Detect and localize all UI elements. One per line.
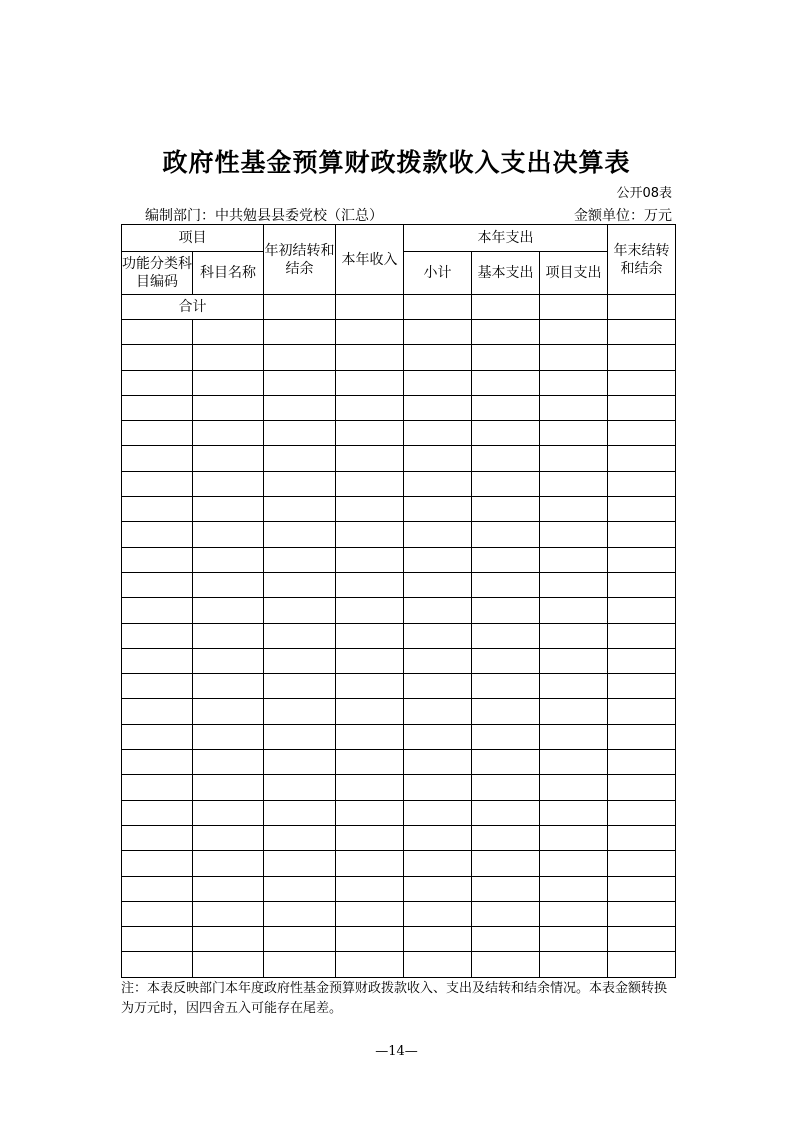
table-cell xyxy=(193,851,264,876)
header-project-expense: 项目支出 xyxy=(540,252,608,295)
table-cell xyxy=(264,421,336,446)
table-row xyxy=(122,497,676,522)
table-cell xyxy=(472,320,540,345)
table-row xyxy=(122,648,676,673)
header-begin-balance: 年初结转和结余 xyxy=(264,225,336,295)
table-cell xyxy=(264,851,336,876)
table-cell xyxy=(336,320,404,345)
table-cell xyxy=(122,598,193,623)
table-cell xyxy=(193,674,264,699)
table-cell xyxy=(122,825,193,850)
table-cell xyxy=(336,522,404,547)
table-row xyxy=(122,572,676,597)
table-cell xyxy=(472,421,540,446)
table-cell xyxy=(472,952,540,977)
table-cell xyxy=(472,648,540,673)
table-cell xyxy=(264,446,336,471)
page-number: —14— xyxy=(375,1044,418,1059)
table-cell xyxy=(264,750,336,775)
table-cell xyxy=(472,547,540,572)
table-cell xyxy=(404,623,472,648)
table-cell xyxy=(472,370,540,395)
table-cell xyxy=(122,497,193,522)
table-cell xyxy=(336,901,404,926)
table-cell xyxy=(472,724,540,749)
table-row xyxy=(122,522,676,547)
table-row xyxy=(122,927,676,952)
table-cell xyxy=(264,952,336,977)
table-cell xyxy=(472,825,540,850)
table-cell xyxy=(193,901,264,926)
table-cell xyxy=(264,800,336,825)
table-cell xyxy=(122,901,193,926)
table-cell xyxy=(472,497,540,522)
table-cell xyxy=(472,295,540,320)
table-cell xyxy=(193,699,264,724)
table-cell xyxy=(264,395,336,420)
table-cell xyxy=(608,320,676,345)
budget-table xyxy=(121,224,676,978)
table-cell xyxy=(122,800,193,825)
table-cell xyxy=(336,572,404,597)
table-cell xyxy=(264,876,336,901)
table-cell xyxy=(608,522,676,547)
table-row xyxy=(122,952,676,977)
table-cell xyxy=(608,825,676,850)
table-cell xyxy=(264,825,336,850)
table-cell xyxy=(404,927,472,952)
header-item: 项目 xyxy=(122,225,264,252)
table-cell xyxy=(122,876,193,901)
table-cell xyxy=(540,825,608,850)
table-cell xyxy=(122,345,193,370)
table-cell xyxy=(193,421,264,446)
table-cell xyxy=(404,320,472,345)
table-cell xyxy=(608,952,676,977)
table-cell xyxy=(472,775,540,800)
header-subtotal: 小计 xyxy=(404,252,472,295)
table-cell xyxy=(540,724,608,749)
table-cell xyxy=(193,623,264,648)
table-cell xyxy=(336,952,404,977)
table-cell xyxy=(122,421,193,446)
table-cell xyxy=(540,800,608,825)
header-basic-expense: 基本支出 xyxy=(472,252,540,295)
table-cell xyxy=(540,446,608,471)
table-cell xyxy=(540,623,608,648)
table-cell xyxy=(404,724,472,749)
table-cell xyxy=(540,320,608,345)
table-cell xyxy=(264,901,336,926)
table-cell xyxy=(193,446,264,471)
table-row xyxy=(122,800,676,825)
table-cell xyxy=(608,699,676,724)
table-cell xyxy=(264,724,336,749)
table-cell xyxy=(336,547,404,572)
table-cell xyxy=(193,825,264,850)
table-cell xyxy=(404,497,472,522)
table-cell xyxy=(404,648,472,673)
header-income: 本年收入 xyxy=(336,225,404,295)
table-cell xyxy=(336,395,404,420)
total-row xyxy=(122,295,676,320)
table-cell xyxy=(336,295,404,320)
table-cell xyxy=(608,750,676,775)
table-cell xyxy=(264,320,336,345)
table-cell xyxy=(540,927,608,952)
table-cell xyxy=(472,395,540,420)
unit-label: 金额单位：万元 xyxy=(574,208,672,224)
table-cell xyxy=(404,674,472,699)
table-cell xyxy=(608,547,676,572)
table-cell xyxy=(193,775,264,800)
table-cell xyxy=(336,724,404,749)
table-cell xyxy=(608,623,676,648)
table-cell xyxy=(264,547,336,572)
table-row xyxy=(122,547,676,572)
table-row xyxy=(122,674,676,699)
table-row xyxy=(122,471,676,496)
table-cell xyxy=(608,598,676,623)
table-cell xyxy=(122,370,193,395)
table-cell xyxy=(404,825,472,850)
table-cell xyxy=(122,623,193,648)
table-cell xyxy=(122,699,193,724)
table-cell xyxy=(193,648,264,673)
table-cell xyxy=(472,851,540,876)
table-cell xyxy=(336,775,404,800)
table-row xyxy=(122,395,676,420)
table-cell xyxy=(193,927,264,952)
table-cell xyxy=(193,370,264,395)
table-cell xyxy=(540,395,608,420)
header-end-balance: 年末结转和结余 xyxy=(608,225,676,295)
table-row xyxy=(122,876,676,901)
table-cell xyxy=(472,800,540,825)
table-cell xyxy=(608,876,676,901)
table-cell xyxy=(264,497,336,522)
table-cell xyxy=(122,724,193,749)
table-cell xyxy=(122,648,193,673)
table-cell xyxy=(264,598,336,623)
table-cell xyxy=(264,927,336,952)
table-cell xyxy=(404,295,472,320)
total-label: 合计 xyxy=(122,295,264,320)
table-cell xyxy=(264,345,336,370)
table-cell xyxy=(336,750,404,775)
table-cell xyxy=(264,471,336,496)
header-subject-name: 科目名称 xyxy=(193,252,264,295)
table-cell xyxy=(404,522,472,547)
table-cell xyxy=(472,345,540,370)
table-cell xyxy=(404,851,472,876)
table-cell xyxy=(122,927,193,952)
table-cell xyxy=(336,370,404,395)
table-cell xyxy=(336,825,404,850)
table-cell xyxy=(404,547,472,572)
table-cell xyxy=(193,598,264,623)
table-cell xyxy=(540,471,608,496)
table-cell xyxy=(404,699,472,724)
table-cell xyxy=(540,699,608,724)
table-cell xyxy=(608,345,676,370)
table-cell xyxy=(472,750,540,775)
form-number: 公开08表 xyxy=(616,186,672,201)
table-row xyxy=(122,370,676,395)
table-cell xyxy=(193,497,264,522)
table-cell xyxy=(264,699,336,724)
table-cell xyxy=(608,421,676,446)
header-expense: 本年支出 xyxy=(404,225,608,252)
table-cell xyxy=(404,572,472,597)
table-cell xyxy=(264,674,336,699)
table-cell xyxy=(122,750,193,775)
table-cell xyxy=(122,952,193,977)
table-row xyxy=(122,320,676,345)
table-cell xyxy=(540,522,608,547)
table-cell xyxy=(404,952,472,977)
table-row xyxy=(122,724,676,749)
table-cell xyxy=(336,497,404,522)
table-cell xyxy=(264,370,336,395)
table-cell xyxy=(193,750,264,775)
table-cell xyxy=(122,674,193,699)
table-cell xyxy=(540,952,608,977)
table-cell xyxy=(540,775,608,800)
table-row xyxy=(122,623,676,648)
table-cell xyxy=(472,572,540,597)
table-cell xyxy=(336,674,404,699)
table-cell xyxy=(193,345,264,370)
table-cell xyxy=(540,370,608,395)
table-cell xyxy=(472,674,540,699)
table-cell xyxy=(608,724,676,749)
table-cell xyxy=(404,876,472,901)
table-cell xyxy=(336,345,404,370)
table-cell xyxy=(540,674,608,699)
table-row xyxy=(122,851,676,876)
department-label: 编制部门：中共勉县县委党校（汇总） xyxy=(145,208,383,224)
table-cell xyxy=(608,775,676,800)
table-cell xyxy=(608,572,676,597)
table-cell xyxy=(608,851,676,876)
table-cell xyxy=(122,320,193,345)
table-cell xyxy=(193,572,264,597)
table-row xyxy=(122,421,676,446)
table-cell xyxy=(336,471,404,496)
table-cell xyxy=(404,446,472,471)
table-cell xyxy=(540,901,608,926)
table-cell xyxy=(540,598,608,623)
table-cell xyxy=(472,446,540,471)
table-cell xyxy=(336,851,404,876)
page-title: 政府性基金预算财政拨款收入支出决算表 xyxy=(162,148,631,177)
table-cell xyxy=(608,927,676,952)
table-row xyxy=(122,598,676,623)
table-cell xyxy=(540,876,608,901)
table-cell xyxy=(336,446,404,471)
table-cell xyxy=(404,775,472,800)
table-cell xyxy=(264,522,336,547)
table-cell xyxy=(193,522,264,547)
table-cell xyxy=(540,851,608,876)
table-cell xyxy=(608,446,676,471)
table-cell xyxy=(540,750,608,775)
header-func-code: 功能分类科目编码 xyxy=(122,252,193,295)
table-cell xyxy=(122,471,193,496)
table-cell xyxy=(122,572,193,597)
table-cell xyxy=(193,395,264,420)
table-cell xyxy=(472,471,540,496)
table-cell xyxy=(193,471,264,496)
table-cell xyxy=(472,522,540,547)
table-cell xyxy=(608,901,676,926)
table-cell xyxy=(193,876,264,901)
table-row xyxy=(122,775,676,800)
table-cell xyxy=(336,876,404,901)
table-cell xyxy=(608,370,676,395)
table-cell xyxy=(122,395,193,420)
table-cell xyxy=(472,876,540,901)
table-cell xyxy=(608,800,676,825)
table-cell xyxy=(608,648,676,673)
table-cell xyxy=(264,648,336,673)
table-cell xyxy=(193,952,264,977)
table-cell xyxy=(608,674,676,699)
table-cell xyxy=(122,522,193,547)
table-cell xyxy=(540,547,608,572)
table-cell xyxy=(404,598,472,623)
table-cell xyxy=(472,901,540,926)
table-cell xyxy=(404,345,472,370)
table-cell xyxy=(122,547,193,572)
table-cell xyxy=(336,598,404,623)
table-cell xyxy=(404,471,472,496)
table-cell xyxy=(336,648,404,673)
table-cell xyxy=(404,421,472,446)
table-cell xyxy=(264,623,336,648)
table-cell xyxy=(404,750,472,775)
table-cell xyxy=(608,295,676,320)
table-cell xyxy=(264,295,336,320)
table-row xyxy=(122,750,676,775)
table-cell xyxy=(540,421,608,446)
table-row xyxy=(122,699,676,724)
table-cell xyxy=(540,648,608,673)
table-cell xyxy=(540,572,608,597)
table-cell xyxy=(472,623,540,648)
table-cell xyxy=(336,800,404,825)
table-cell xyxy=(472,699,540,724)
table-row xyxy=(122,901,676,926)
table-cell xyxy=(336,623,404,648)
table-row xyxy=(122,345,676,370)
table-cell xyxy=(608,471,676,496)
table-cell xyxy=(122,446,193,471)
table-cell xyxy=(336,421,404,446)
table-cell xyxy=(122,775,193,800)
table-cell xyxy=(608,395,676,420)
table-cell xyxy=(608,497,676,522)
footnote: 注：本表反映部门本年度政府性基金预算财政拨款收入、支出及结转和结余情况。本表金额转换为万元时，因四舍五入可能存在尾差。 xyxy=(121,981,668,1016)
table-cell xyxy=(336,927,404,952)
table-cell xyxy=(264,572,336,597)
table-cell xyxy=(404,395,472,420)
table-cell xyxy=(404,370,472,395)
table-cell xyxy=(193,800,264,825)
table-cell xyxy=(264,775,336,800)
table-cell xyxy=(193,724,264,749)
table-cell xyxy=(404,901,472,926)
table-cell xyxy=(540,345,608,370)
table-cell xyxy=(193,547,264,572)
table-cell xyxy=(122,851,193,876)
table-cell xyxy=(472,598,540,623)
table-cell xyxy=(540,497,608,522)
table-cell xyxy=(336,699,404,724)
table-row xyxy=(122,446,676,471)
table-cell xyxy=(404,800,472,825)
table-cell xyxy=(193,320,264,345)
table-cell xyxy=(472,927,540,952)
table-cell xyxy=(540,295,608,320)
table-row xyxy=(122,825,676,850)
